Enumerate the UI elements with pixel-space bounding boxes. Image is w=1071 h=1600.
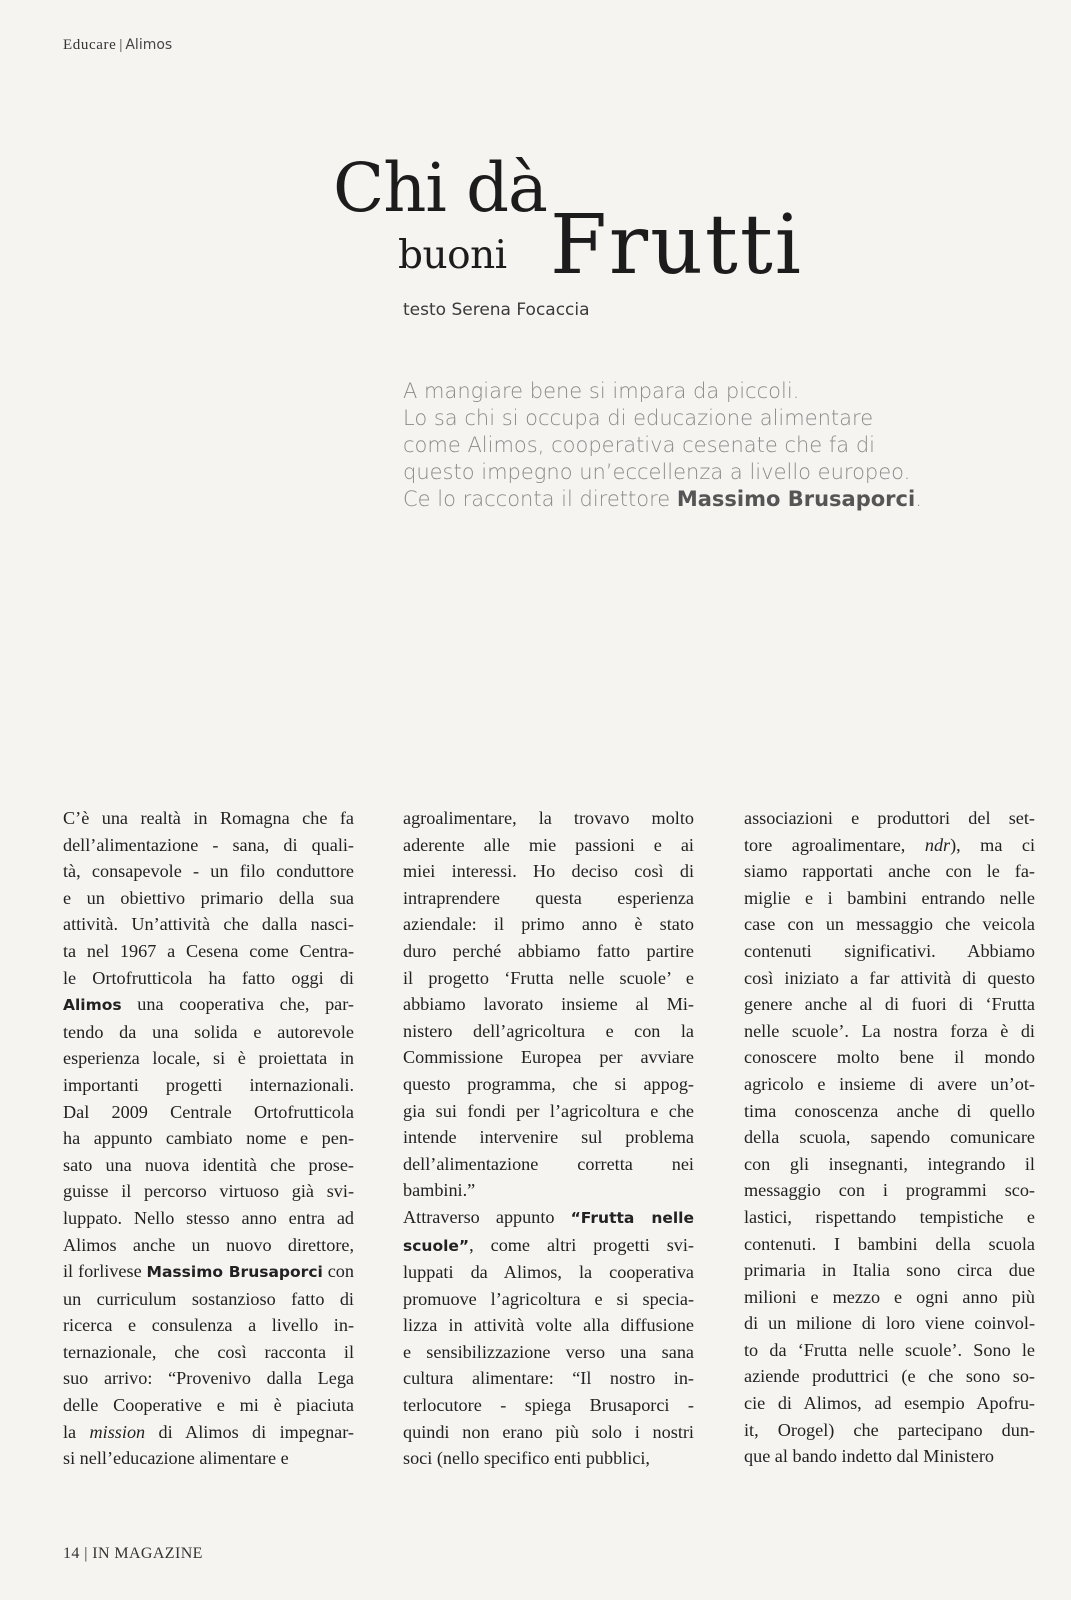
article-line: importanti progetti internazionali. [63, 1074, 354, 1095]
article-line [63, 991, 354, 1019]
lead-line: A mangiare bene si impara da piccoli. [403, 379, 800, 403]
article-line: quindi non erano più solo i nostri [403, 1421, 694, 1442]
article-line: contenuti significativi. Abbiamo [744, 940, 1035, 961]
article-line [63, 1258, 354, 1286]
article-line: soci (nello specifico enti pubblici, [403, 1448, 650, 1469]
article-line: con gli insegnanti, integrando il [744, 1153, 1035, 1174]
page-footer [63, 1545, 203, 1563]
italic-text: mission [89, 1421, 146, 1442]
article-line: suo arrivo: “Provenivo dalla Lega [63, 1368, 354, 1389]
article-line: it, Orogel) che partecipano dun- [744, 1419, 1035, 1440]
text-segment: il forlivese [63, 1261, 147, 1282]
bold-text: scuole” [403, 1236, 470, 1255]
article-line: così iniziato a far attività di questo [744, 967, 1035, 988]
section-label: Educare [63, 37, 117, 53]
lead-text: Ce lo racconta il direttore [403, 487, 677, 511]
article-line [744, 832, 1035, 859]
header-separator: | [119, 37, 123, 53]
article-column-1 [63, 805, 354, 1472]
article-line: duro perché abbiamo fatto partire [403, 940, 694, 961]
article-line: primaria in Italia sono circa due [744, 1260, 1035, 1281]
text-segment: con [322, 1261, 354, 1282]
article-line: bambini.” [403, 1180, 476, 1201]
page-number: 14 [63, 1545, 80, 1562]
text-segment: tore agroalimentare, [744, 834, 925, 855]
article-line [403, 1204, 694, 1232]
article-line: genere anche al di fuori di ‘Frutta [744, 994, 1035, 1015]
article-line: aderente alle mie passioni e ai [403, 834, 694, 855]
article-line [403, 1232, 694, 1260]
article-line: cultura alimentare: “Il nostro in- [403, 1368, 694, 1389]
article-line: messaggio con i programmi sco- [744, 1180, 1035, 1201]
article-line: ta nel 1967 a Cesena come Centra- [63, 940, 354, 961]
article-line: que al bando indetto dal Ministero [744, 1446, 995, 1467]
article-line: delle Cooperative e mi è piaciuta [63, 1395, 354, 1416]
title-line-1: Chi dà [333, 149, 547, 227]
article-line: tà, consapevole - un filo conduttore [63, 861, 354, 882]
article-line: nistero dell’agricoltura e con la [403, 1020, 694, 1041]
article-line: miei interessi. Ho deciso così di [403, 861, 694, 882]
article-line: guisse il percorso virtuoso già svi- [63, 1181, 354, 1202]
bold-text: “Frutta nelle [570, 1208, 695, 1227]
text-segment: di Alimos di impegnar- [145, 1421, 354, 1442]
article-line: siamo rapportati anche con le fa- [744, 861, 1035, 882]
title-word-frutti: Frutti [550, 198, 804, 293]
article-line: della scuola, sapendo comunicare [744, 1127, 1035, 1148]
article-line: contenuti. I bambini della scuola [744, 1233, 1035, 1254]
lead-line [403, 486, 963, 513]
article-line: case con un messaggio che veicola [744, 914, 1035, 935]
section-header [63, 37, 172, 54]
article-line: Commissione Europea per avviare [403, 1047, 694, 1068]
article-line: agricolo e insieme di avere un’ot- [744, 1073, 1035, 1094]
article-line: dell’alimentazione - sana, di quali- [63, 834, 354, 855]
article-line: lastici, rispettando tempistiche e [744, 1206, 1035, 1227]
article-line: ha appunto cambiato nome e pen- [63, 1128, 354, 1149]
article-column-3 [744, 805, 1035, 1470]
lead-period: . [915, 487, 922, 511]
subsection-label: Alimos [125, 37, 173, 53]
article-line: promuove l’agricoltura e si specia- [403, 1288, 694, 1309]
article-line: conoscere molto bene il mondo [744, 1047, 1035, 1068]
article-line: un curriculum sostanzioso fatto di [63, 1288, 354, 1309]
article-line: cie di Alimos, ad esempio Apofru- [744, 1393, 1035, 1414]
article-line: lizza in attività volte alla diffusione [403, 1315, 694, 1336]
lead-director-name: Massimo Brusaporci [676, 487, 916, 511]
magazine-name: IN MAGAZINE [92, 1545, 203, 1562]
article-line: to da ‘Frutta nelle scuole’. Sono le [744, 1339, 1035, 1360]
article-line: esperienza locale, si è proiettata in [63, 1048, 354, 1069]
article-column-2 [403, 805, 694, 1472]
article-line: aziendale: il primo anno è stato [403, 914, 694, 935]
byline: testo Serena Focaccia [403, 300, 590, 320]
article-line: le Ortofrutticola ha fatto oggi di [63, 967, 354, 988]
article-line: di un milione di loro viene coinvol- [744, 1313, 1035, 1334]
lead-paragraph [403, 378, 963, 513]
article-line: Dal 2009 Centrale Ortofrutticola [63, 1101, 354, 1122]
article-line: abbiamo lavorato insieme al Mi- [403, 994, 694, 1015]
lead-line: questo impegno un’eccellenza a livello europeo. [403, 460, 911, 484]
article-line: miglie e i bambini entrando nelle [744, 887, 1035, 908]
article-line: ricerca e consulenza a livello in- [63, 1315, 354, 1336]
article-line: luppato. Nello stesso anno entra ad [63, 1207, 354, 1228]
article-line: il progetto ‘Frutta nelle scuole’ e [403, 967, 694, 988]
article-line: dell’alimentazione corretta nei [403, 1153, 694, 1174]
article-line: aziende produttrici (e che sono so- [744, 1366, 1035, 1387]
article-line: intende intervenire sul problema [403, 1127, 694, 1148]
text-segment: Attraverso appunto [403, 1206, 571, 1227]
article-line: nelle scuole’. La nostra forza è di [744, 1020, 1035, 1041]
article-line: luppati da Alimos, la cooperativa [403, 1262, 694, 1283]
italic-text: ndr [924, 834, 951, 855]
article-line: intraprendere questa esperienza [403, 887, 694, 908]
footer-separator: | [84, 1545, 88, 1562]
article-line: gia sui fondi per l’agricoltura e che [403, 1100, 694, 1121]
article-line: si nell’educazione alimentare e [63, 1448, 289, 1469]
article-line: questo programma, che si appog- [403, 1073, 694, 1094]
article-line: e un obiettivo primario della sua [63, 887, 354, 908]
article-line: associazioni e produttori del set- [744, 808, 1035, 828]
text-segment: una cooperativa che, par- [121, 994, 354, 1015]
article-line: milioni e mezzo e ogni anno più [744, 1286, 1035, 1307]
article-line: Alimos anche un nuovo direttore, [63, 1234, 354, 1255]
article-line: C’è una realtà in Romagna che fa [63, 808, 354, 828]
article-line: tendo da una solida e autorevole [63, 1021, 354, 1042]
text-segment: , come altri progetti svi- [469, 1234, 694, 1255]
lead-line: Lo sa chi si occupa di educazione alimentare [403, 406, 874, 430]
article-line: tima conoscenza anche di quello [744, 1100, 1035, 1121]
article-line: terlocutore - spiega Brusaporci - [403, 1395, 694, 1416]
article-line: e sensibilizzazione verso una sana [403, 1341, 694, 1362]
text-segment: ), ma ci [950, 834, 1036, 855]
title-word-buoni: buoni [398, 233, 507, 278]
article-line: attività. Un’attività che dalla nasci- [63, 914, 354, 935]
text-segment: la [63, 1421, 90, 1442]
article-line: ternazionale, che così racconta il [63, 1341, 354, 1362]
bold-text: Massimo Brusaporci [146, 1263, 323, 1282]
bold-text: Alimos [63, 996, 122, 1015]
article-line: agroalimentare, la trovavo molto [403, 808, 694, 828]
article-line: sato una nuova identità che prose- [63, 1154, 354, 1175]
lead-line: come Alimos, cooperativa cesenate che fa di [403, 433, 875, 457]
article-line [63, 1419, 354, 1446]
